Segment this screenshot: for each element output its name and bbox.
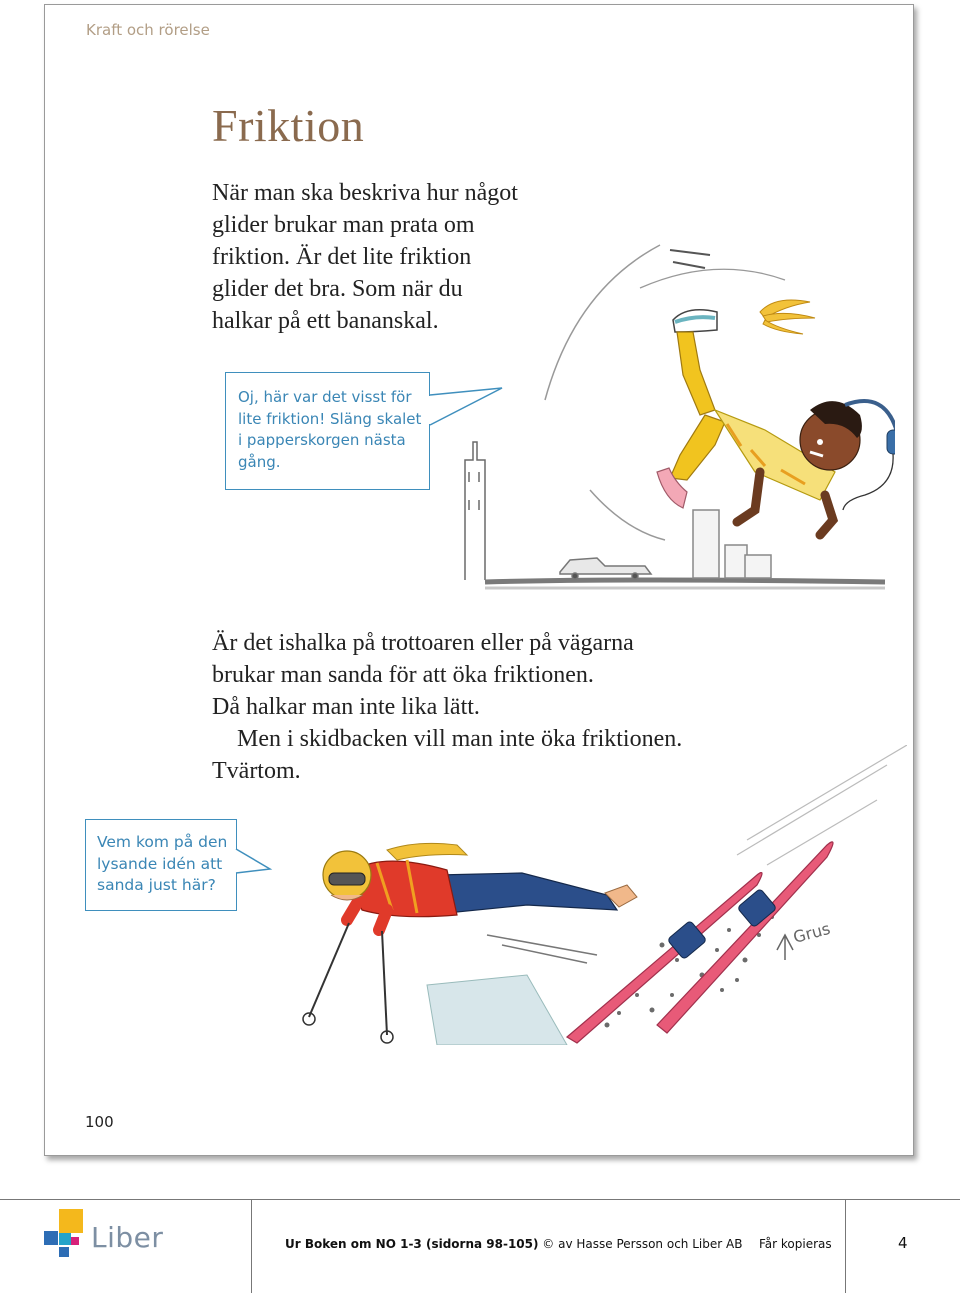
speech-bubble-tail bbox=[236, 843, 276, 883]
body-line: brukar man sanda för att öka friktionen. bbox=[212, 662, 594, 688]
brand-name: Liber bbox=[91, 1221, 164, 1254]
bubble-line: gång. bbox=[238, 452, 281, 471]
footer-divider bbox=[845, 1199, 846, 1293]
speech-bubble-banana bbox=[225, 372, 430, 490]
bubble-line: Oj, här var det visst för bbox=[238, 388, 412, 406]
credit-source: Ur Boken om NO 1-3 (sidorna 98-105) bbox=[285, 1237, 539, 1251]
intro-line: glider brukar man prata om bbox=[212, 212, 475, 238]
body-line: Då halkar man inte lika lätt. bbox=[212, 694, 480, 720]
page-sheet bbox=[44, 4, 914, 1156]
body-line: Men i skidbacken vill man inte öka friktionen. bbox=[237, 726, 683, 752]
page-title: Friktion bbox=[212, 100, 365, 151]
credit-rest: © av Hasse Persson och Liber AB bbox=[538, 1237, 743, 1251]
body-line: Är det ishalka på trottoaren eller på vägarna bbox=[212, 630, 634, 656]
speech-bubble-skier bbox=[85, 819, 237, 911]
intro-line: När man ska beskriva hur något bbox=[212, 180, 518, 206]
bubble-line: sanda just här? bbox=[97, 876, 216, 894]
skier-illustration bbox=[267, 745, 907, 1045]
intro-line: glider det bra. Som när du bbox=[212, 276, 463, 302]
gravel-label: Grus bbox=[791, 918, 833, 947]
body-line: Tvärtom. bbox=[212, 758, 301, 784]
copy-permission: Får kopieras bbox=[759, 1237, 832, 1251]
bubble-line: lite friktion! Släng skalet bbox=[238, 409, 422, 428]
speech-bubble-tail bbox=[430, 385, 505, 435]
bubble-line: lysande idén att bbox=[97, 854, 223, 873]
intro-line: halkar på ett bananskal. bbox=[212, 308, 439, 334]
intro-line: friktion. Är det lite friktion bbox=[212, 244, 472, 270]
footer-credit bbox=[285, 1237, 742, 1251]
footer-divider bbox=[251, 1199, 252, 1293]
page-number: 100 bbox=[85, 1113, 114, 1131]
bubble-line: i papperskorgen nästa bbox=[238, 431, 406, 449]
footer bbox=[0, 1199, 960, 1293]
running-head: Kraft och rörelse bbox=[86, 21, 210, 39]
bubble-line: Vem kom på den bbox=[97, 833, 228, 851]
sheet-number: 4 bbox=[898, 1234, 908, 1252]
footer-divider bbox=[0, 1199, 960, 1200]
